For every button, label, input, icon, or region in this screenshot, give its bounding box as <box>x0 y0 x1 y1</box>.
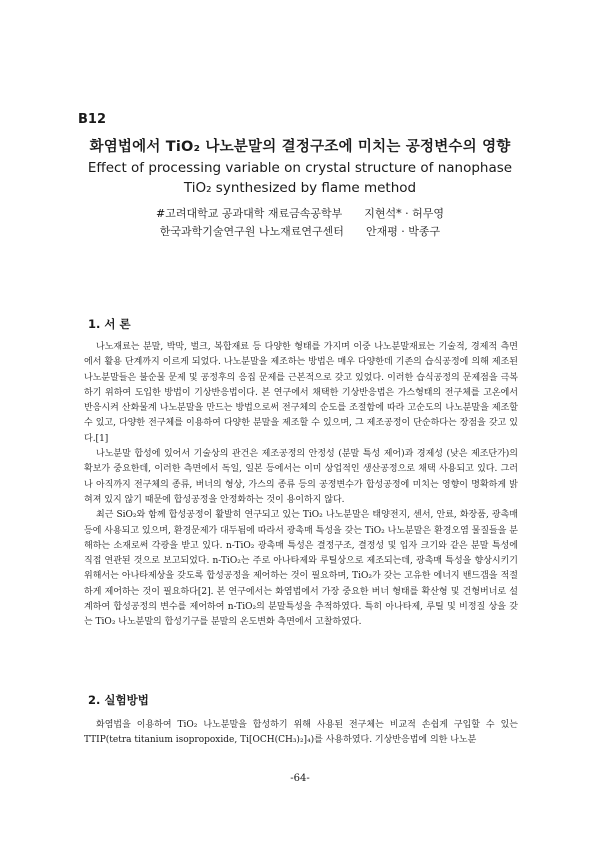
affiliation-2-org: 한국과학기술연구원 나노재료연구센터 <box>159 225 344 238</box>
affiliation-1-authors: 지현석* · 허무영 <box>364 207 444 220</box>
section-1-body <box>84 340 518 631</box>
section-2-body <box>84 718 518 749</box>
affiliation-2 <box>0 223 600 241</box>
paragraph: 나노재료는 분말, 박막, 벌크, 복합재료 등 다양한 형태를 가지며 이중 나노분말재료는 기술적, 경제적 측면에서 활용 단계까지 이르게 되었다. 나노분말을 제조하는 방법은 매우 다양한데 기존의 습식공정에 의해 제조된 나노분말들은 불순물 문제 및 공정후의 응집 문제를 근본적으로 갖고 있었다. 이러한 습식공정의 문제점을 극복하기 위하여 도입한 방법이 기상반응법이다. 본 연구에서 채택한 기상반응법은 가스형태의 전구체를 고온에서 반응시켜 산화물계 나노분말을 만드는 방법으로써 전구체의 순도를 조절함에 따라 고순도의 나노분말을 제조할 수 있고, 다양한 전구체를 이용하여 다양한 분말을 제조할 수 있으며, 그 제조공정이 단순하다는 장점을 갖고 있다.[1] <box>84 342 518 444</box>
title-korean: 화염법에서 TiO₂ 나노분말의 결정구조에 미치는 공정변수의 영향 <box>89 139 511 155</box>
paragraph: 화염법을 이용하여 TiO₂ 나노분말을 합성하기 위해 사용된 전구체는 비교적 손쉽게 구입할 수 있는 TTIP(tetra titanium isopropoxide, Ti[OCH(CH₃)₂]₄)를 사용하였다. 기상반응법에 의한 나노분 <box>84 720 518 746</box>
abstract-code: B12 <box>78 112 106 127</box>
section-1-heading: 1. 서 론 <box>88 317 131 331</box>
paragraph: 나노분말 합성에 있어서 기술상의 관건은 제조공정의 안정성 (분말 특성 제어)과 경제성 (낮은 제조단가)의 확보가 중요한데, 이러한 측면에서 독일, 일본 등에서는 이미 상업적인 생산공정으로 채택 사용되고 있다. 그러나 아직까지 전구체의 종류, 버너의 형상, 가스의 종류 등의 공정변수가 합성공정에 미치는 영향이 명확하게 밝혀져 있지 않기 때문에 합성공정을 안정화하는 것이 용이하지 않다. <box>84 449 518 505</box>
title-english <box>0 158 600 198</box>
title-english-line-2: TiO₂ synthesized by flame method <box>183 180 417 196</box>
section-2-heading: 2. 실험방법 <box>88 693 149 707</box>
affiliation-1-org: #고려대학교 공과대학 재료금속공학부 <box>156 207 343 220</box>
affiliations <box>0 205 600 241</box>
paragraph: 최근 SiO₂와 함께 합성공정이 활발히 연구되고 있는 TiO₂ 나노분말은 태양전지, 센서, 안료, 화장품, 광촉매 등에 사용되고 있으며, 환경문제가 대두됨에 따라서 광촉매 특성을 갖는 TiO₂ 나노분말은 환경오염 물질들을 분해하는 소재로써 각광을 받고 있다. n-TiO₂ 광촉매 특성은 결정구조, 결정성 및 입자 크기와 같은 분말 특성에 직접 연관된 것으로 보고되었다. n-TiO₂는 주로 아나타제와 루틸상으로 제조되는데, 광촉매 특성을 향상시키기 위해서는 아나타제상을 갖도록 합성공정을 제어하는 것이 필요하며, TiO₂가 갖는 고유한 에너지 밴드갭을 적절하게 제어하는 것이 필요하다[2]. 본 연구에서는 화염법에서 가장 중요한 버너 형태를 확산형 및 건형버너로 설계하여 합성공정의 변수를 제어하여 n-TiO₂의 분말특성을 추적하였다. 특히 아나타제, 루틸 및 비정질 상을 갖는 TiO₂ 나노분말의 합성기구를 분말의 온도변화 측면에서 고찰하였다. <box>84 510 518 628</box>
page-number: -64- <box>290 773 310 784</box>
affiliation-2-authors: 안재평 · 박종구 <box>365 225 441 238</box>
title-english-line-1: Effect of processing variable on crystal structure of nanophase <box>87 160 513 176</box>
affiliation-1 <box>0 205 600 223</box>
